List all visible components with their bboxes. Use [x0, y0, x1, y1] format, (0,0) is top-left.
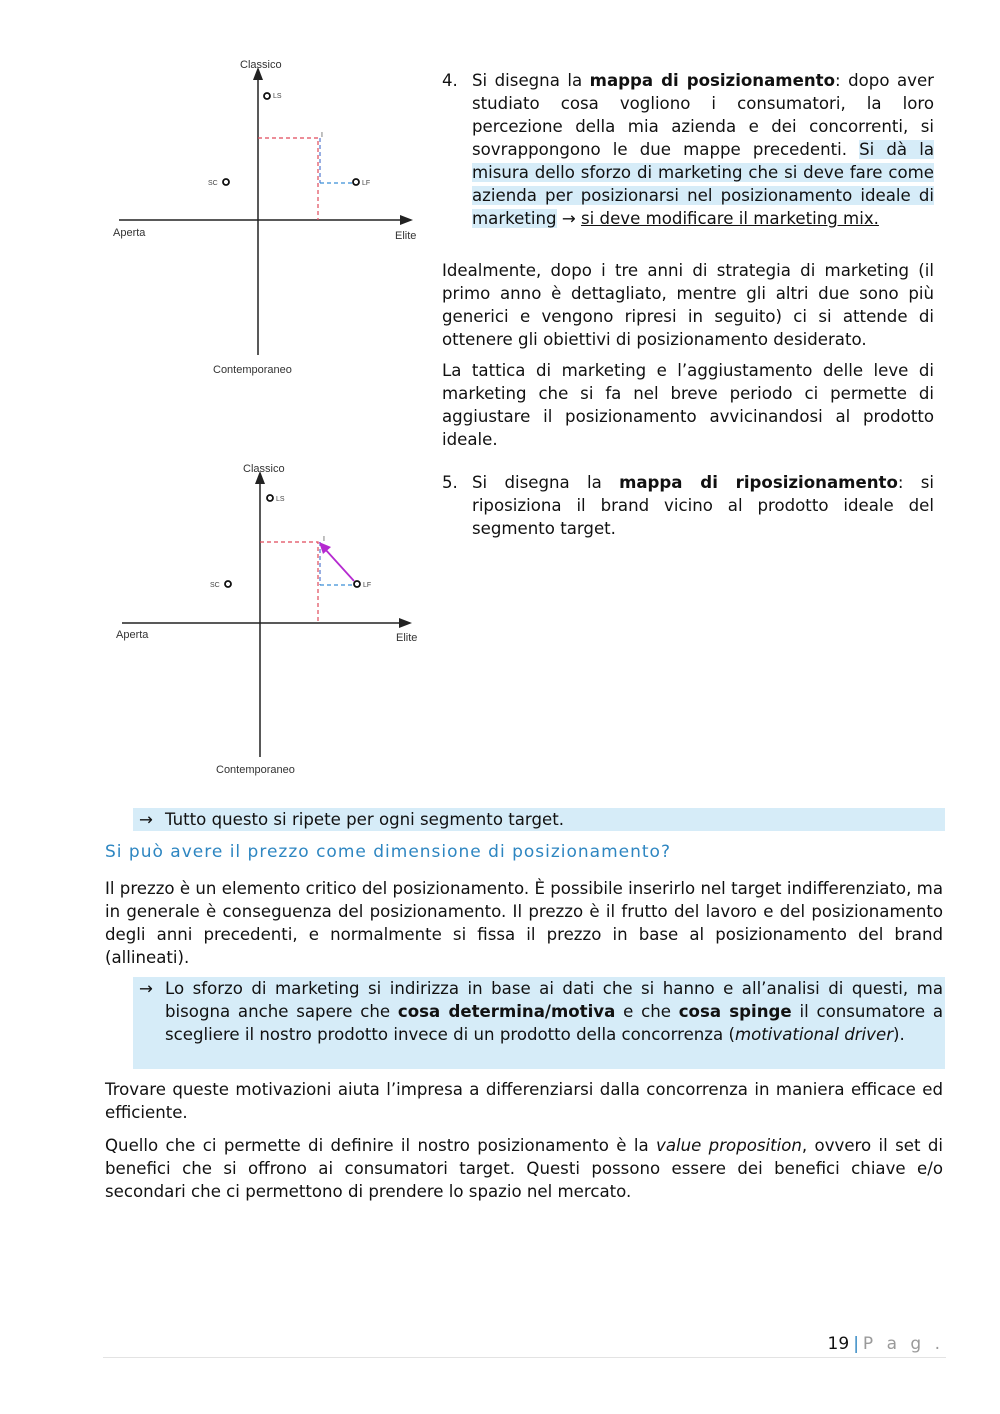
ls-point: [267, 495, 273, 501]
x-axis-arrow: [399, 618, 412, 628]
ideal-dashed-lines: [258, 138, 318, 220]
axis-label-left: Aperta: [113, 227, 146, 239]
axis-label-top: Classico: [243, 463, 285, 475]
paragraph-tattica: La tattica di marketing e l’aggiustamento delle leve di marketing che si fa nel breve periodo ci permette di aggiustare il posizionamento avvicinandosi al prodotto ideale.: [442, 361, 934, 449]
footer-divider: [103, 1357, 946, 1358]
section-heading: Si può avere il prezzo come dimensione di posizionamento?: [105, 842, 671, 862]
sc-label: SC: [210, 582, 220, 589]
sc-point: [225, 581, 231, 587]
ls-label: LS: [273, 93, 282, 100]
callout-text: Tutto questo si ripete per ogni segmento target.: [165, 810, 564, 829]
sc-label: SC: [208, 180, 218, 187]
ideal-dashed-lines: [260, 542, 318, 623]
axis-label-top: Classico: [240, 59, 282, 71]
axis-label-right: Elite: [396, 632, 418, 644]
paragraph-ideal: Idealmente, dopo i tre anni di strategia di marketing (il primo anno è dettagliato, mentre gli altri due sono più generici e vengono ripresi in seguito) ci si attende di ottenere gli obiettivi di posizionamento desiderato.: [442, 261, 934, 349]
arrow-glyph: →: [139, 810, 153, 829]
sc-point: [223, 179, 229, 185]
underlined-text: si deve modificare il marketing mix.: [581, 209, 879, 228]
repositioning-map: [108, 457, 428, 782]
text-start: Si disegna la: [472, 71, 590, 90]
positioning-map: [105, 55, 425, 380]
callout-motivational: [133, 977, 945, 1069]
text-part: , ovvero il set di benefici che si offrono ai consumatori target. Questi possono essere dei benefici chiave e/o secondari che ci permettono di prendere lo spazio nel mercato.: [105, 1136, 943, 1201]
footer-separator: |: [853, 1334, 859, 1354]
axis-label-bottom: Contemporaneo: [216, 764, 295, 776]
text-start: Si disegna la: [472, 473, 620, 492]
repositioning-arrow: [325, 549, 354, 581]
repositioning-arrow-head: [319, 542, 331, 554]
list-text: [472, 471, 934, 540]
text-part: Quello che ci permette di definire il nostro posizionamento è la: [105, 1136, 656, 1155]
arrow-glyph: →: [556, 209, 582, 228]
paragraph-prezzo: Il prezzo è un elemento critico del posizionamento. È possibile inserirlo nel target indifferenziato, ma in generale è conseguenza del posizionamento. Il prezzo è il frutto del lavoro e del posizionamento degli anni precedenti, e normalmente si fissa il prezzo in base al posizionamento del brand (allineati).: [105, 879, 943, 967]
ideal-label: I: [323, 536, 325, 543]
ls-label: LS: [276, 496, 285, 503]
text-part: ).: [893, 1025, 905, 1044]
text-part: Lo sforzo di marketing si indirizza in base ai dati che si hanno e all’analisi di questi, ma bisogna anche sapere che: [165, 979, 943, 1021]
bold-term: mappa di posizionamento: [589, 71, 835, 90]
bold-term: cosa determina/motiva: [397, 1002, 616, 1021]
text-mid: : dopo aver studiato cosa vogliono i consumatori, la loro percezione della mia azienda e dei concorrenti, si sovrappongono le due mappe precedenti.: [472, 71, 934, 159]
text-part: il consumatore a scegliere il nostro prodotto invece di un prodotto della concorrenza (: [165, 1002, 944, 1044]
list-number: 5.: [442, 473, 458, 492]
paragraph-value-proposition: [105, 1134, 943, 1203]
list-text: [472, 69, 934, 230]
lf-point: [354, 581, 360, 587]
axis-label-bottom: Contemporaneo: [213, 364, 292, 376]
lf-point: [353, 179, 359, 185]
italic-term: motivational driver: [734, 1025, 894, 1044]
bold-term: mappa di riposizionamento: [619, 473, 898, 492]
callout-text: [165, 977, 943, 1046]
callout-repeat: [133, 808, 945, 831]
page-number: 19: [827, 1334, 850, 1354]
page-label: P a g .: [862, 1334, 944, 1354]
page-footer: [828, 1334, 944, 1354]
text-end: : si riposiziona il brand vicino al prodotto ideale del segmento target.: [472, 473, 934, 538]
text-part: e che: [615, 1002, 679, 1021]
lf-label: LF: [363, 582, 372, 589]
highlighted-text: Si dà la misura dello sforzo di marketing che si deve fare come azienda per posizionarsi nel posizionamento ideale di marketing: [472, 140, 934, 228]
paragraph-motivazioni: Trovare queste motivazioni aiuta l’impresa a differenziarsi dalla concorrenza in maniera efficace ed efficiente.: [105, 1080, 943, 1122]
axis-label-left: Aperta: [116, 629, 149, 641]
arrow-glyph: →: [139, 979, 153, 998]
axis-label-right: Elite: [395, 230, 417, 242]
ls-point: [264, 93, 270, 99]
italic-term: value proposition: [656, 1136, 802, 1155]
list-number: 4.: [442, 71, 458, 90]
x-axis-arrow: [400, 215, 413, 225]
ideal-label: I: [321, 132, 323, 139]
lf-label: LF: [362, 180, 371, 187]
bold-term: cosa spinge: [678, 1002, 792, 1021]
